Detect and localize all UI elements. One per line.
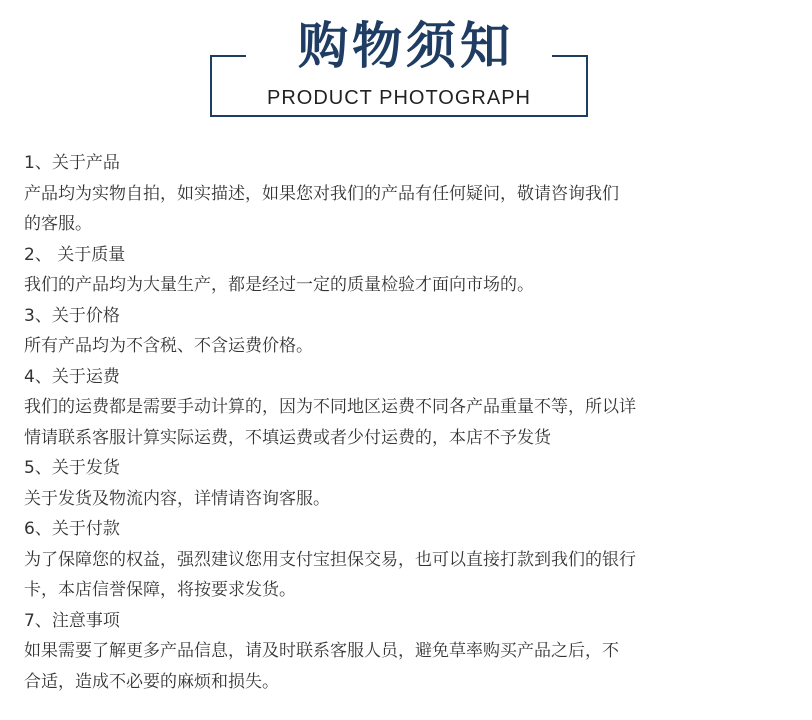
section-heading: 1、关于产品 xyxy=(24,153,120,173)
section-text: 我们的运费都是需要手动计算的，因为不同地区运费不同各产品重量不等，所以详 xyxy=(24,397,636,417)
notice-content xyxy=(24,148,788,697)
section-heading: 3、关于价格 xyxy=(24,305,120,326)
page-header xyxy=(0,0,812,130)
section-text: 的客服。 xyxy=(24,214,92,234)
section-heading: 5、关于发货 xyxy=(24,458,120,478)
frame-top-left-segment xyxy=(210,55,246,57)
section-heading: 2、 关于质量 xyxy=(24,244,126,265)
page-subtitle: PRODUCT PHOTOGRAPH xyxy=(267,87,531,109)
section-text: 产品均为实物自拍，如实描述，如果您对我们的产品有任何疑问，敬请咨询我们 xyxy=(24,183,619,204)
frame-top-right-segment xyxy=(552,55,588,57)
section-text: 所有产品均为不含税、不含运费价格。 xyxy=(24,336,313,356)
section-heading: 7、注意事项 xyxy=(24,610,120,631)
section-heading: 6、关于付款 xyxy=(24,519,120,539)
section-text: 如果需要了解更多产品信息，请及时联系客服人员，避免草率购买产品之后，不 xyxy=(24,641,619,661)
section-text: 我们的产品均为大量生产，都是经过一定的质量检验才面向市场的。 xyxy=(24,275,534,295)
section-text: 卡，本店信誉保障，将按要求发货。 xyxy=(24,580,296,600)
section-text: 关于发货及物流内容，详情请咨询客服。 xyxy=(24,488,330,509)
page-title: 购物须知 xyxy=(298,17,514,75)
section-text: 情请联系客服计算实际运费，不填运费或者少付运费的，本店不予发货 xyxy=(24,427,551,448)
section-text: 为了保障您的权益，强烈建议您用支付宝担保交易，也可以直接打款到我们的银行 xyxy=(24,549,636,570)
section-text: 合适，造成不必要的麻烦和损失。 xyxy=(24,671,279,692)
section-heading: 4、关于运费 xyxy=(24,366,120,387)
